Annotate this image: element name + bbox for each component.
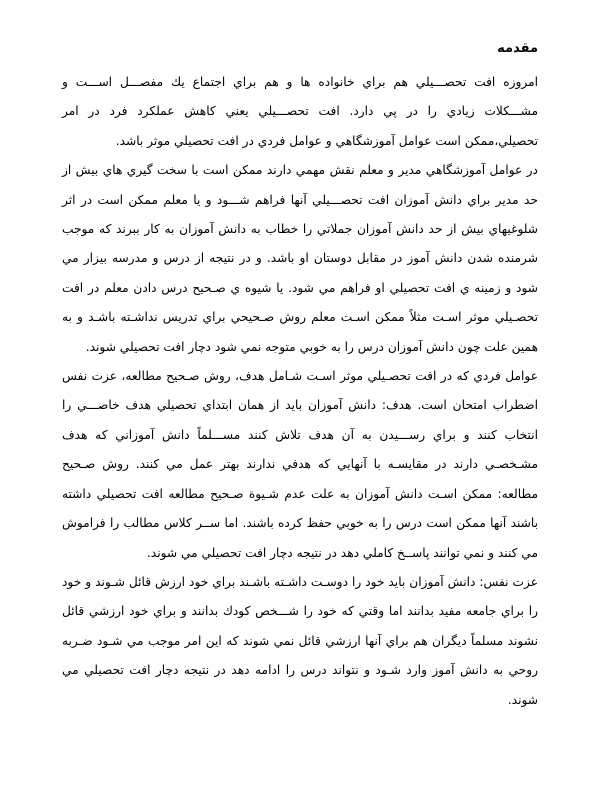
paragraph-school-factors: در عوامل آموزشگاهي مدير و معلم نقش مهمي دارند ممكن است با سخت گيري هاي بيش از حد مدير براي دانش آموزان افت تحصـــيلي آنها فراهم شـــود و يا معلم ممكن است در اثر شلوغيهاي بيش از حد دانش آموزان جملاتي را خطاب به دانش آموزان به كار ببرند كه موجب شرمنده شدن دانش آموز در مقابل دوستان او باشد. و در نتيجه از درس و مدرسه بيزار مي شود و زمينه ي افت تحصيلي او فراهم مي شود. يا شيوه ي صـحيح درس دادن معلم در افت تحصـيلي موثر اسـت مثلاً ممكن اسـت معلم روش صـحيحي براي تدريس نداشـته باشـد و به همين علت چون دانش آموزان درس را به خوبي متوجه نمي شود دچار افت تحصيلي شوند. (62, 163, 538, 354)
document-page (62, 38, 538, 715)
document-title: مقدمه (497, 41, 538, 56)
paragraph-self-esteem: عزت نفس: دانش آموزان بايد خود را دوسـت داشـته باشـند براي خود ارزش قائل شـوند و خود را براي جامعه مفيد بدانند اما وقتي كه خود را شـــخص كودك بدانند و براي خود ارزشي قائل نشوند مسلماً ديگران هم براي آنها ارزشي قائل نمي شوند كه اين امر موجب مي شـود ضـربه روحي به دانش آموز وارد شـود و نتواند درس را ادامه دهد در نتيجه دچار افت تحصيلي مي شوند. (62, 574, 538, 707)
paragraph-intro: امروزه افت تحصـــيلي هم براي خانواده ها و هم براي اجتماع يك مفصـــل اســـت و مشـــكلات زيادي را در پي دارد. افت تحصـــيلي يعني كاهش عملكرد فرد در امر تحصيلي،ممكن است عوامل آموزشگاهي و عوامل فردي در افت تحصيلي موثر باشد. (62, 75, 538, 148)
paragraph-individual-factors: عوامل فردي كه در افت تحصـيلي موثر اسـت شـامل هدف، روش صـحيح مطالعه، عزت نفس اضطراب امتحان است. هدف: دانش آموزان بايد از همان ابتداي تحصيلي هدف خاصـــي را انتخاب كنند و براي رســـيدن به آن هدف تلاش كنند مســـلماً دانش آموزاني كه هدف مشـخصـي دارند در مقايسـه با آنهايي كه هدفي ندارند بهتر عمل مي كنند. روش صـحيح مطالعه: ممكن اسـت دانش آموزان به علت عدم شـيوة صـحيح مطالعه افت تحصيلي داشته باشند آنها ممكن است درس را به خوبي حفظ كرده باشند. اما ســر كلاس مطالب را فراموش مي كنند و نمي توانند پاســخ كاملي دهد در نتيجه دچار افت تحصيلي مي شوند. (62, 369, 538, 560)
